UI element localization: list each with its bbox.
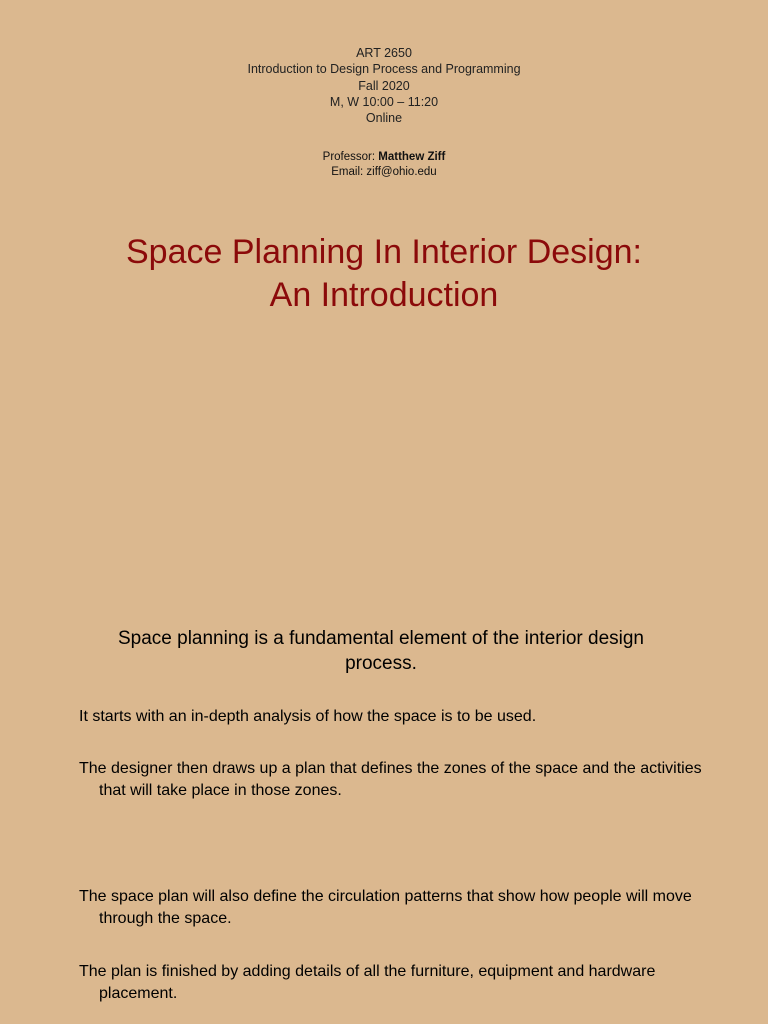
title-line-1: Space Planning In Interior Design: xyxy=(126,233,642,271)
course-mode: Online xyxy=(365,111,403,126)
professor-label: Professor: xyxy=(322,151,379,163)
course-name: Introduction to Design Process and Programming xyxy=(247,62,521,77)
intro-statement: Space planning is a fundamental element of the interior design process. xyxy=(117,628,644,674)
course-term: Fall 2020 xyxy=(358,78,410,93)
paragraph-furniture: The plan is finished by adding details of all the furniture, equipment and hardware placement. xyxy=(79,963,656,1002)
course-code: ART 2650 xyxy=(356,46,412,60)
email-address: ziff@ohio.edu xyxy=(366,165,437,178)
paragraph-analysis: It starts with an in-depth analysis of how the space is to be used. xyxy=(79,708,537,725)
title-line-2: An Introduction xyxy=(269,276,499,314)
paragraph-circulation: The space plan will also define the circulation patterns that show how people will move through the space. xyxy=(79,888,692,927)
contact-info xyxy=(0,150,768,179)
course-schedule: M, W 10:00 – 11:20 xyxy=(329,94,439,109)
paragraph-zones: The designer then draws up a plan that defines the zones of the space and the activities that will take place in those zones. xyxy=(79,760,702,799)
page-title xyxy=(0,231,768,317)
email-label: Email: xyxy=(331,165,367,178)
professor-line xyxy=(0,150,768,165)
course-header xyxy=(0,45,768,126)
email-line xyxy=(0,165,768,180)
professor-name: Matthew Ziff xyxy=(378,151,446,163)
